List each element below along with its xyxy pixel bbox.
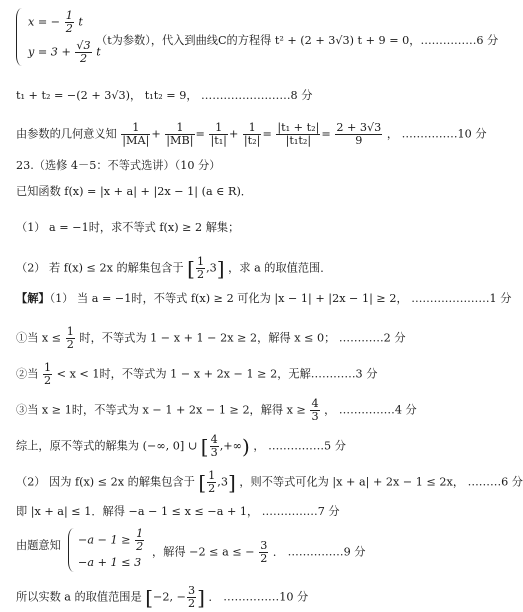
frac-num: 1 — [196, 255, 205, 268]
system-brace-1 — [16, 8, 25, 66]
fraction-half — [207, 470, 216, 495]
text: 由参数的几何意义知 — [16, 127, 117, 141]
param-eq-x-right: t — [78, 15, 83, 29]
solution-case-2 — [16, 362, 466, 387]
text: ， ……………5 分 — [253, 439, 346, 453]
text: （2） 若 f(x) ≤ 2x 的解集包含于 — [16, 261, 184, 275]
bracket: [ — [145, 585, 154, 610]
param-eq-x — [28, 10, 83, 35]
frac-num: 1 — [121, 122, 150, 135]
text: ． ……………9 分 — [272, 545, 366, 559]
bracket: [ — [187, 256, 195, 281]
system-brace-2 — [68, 528, 77, 572]
frac-den: |t₁| — [210, 133, 227, 147]
interval-upper: 3 — [209, 261, 217, 275]
line-vieta: t₁ + t₂ = −(2 + 3√3)， t₁t₂ = 9， ……………………8 分 — [16, 89, 313, 102]
solution-label: 【解】 — [16, 291, 50, 305]
bracket: ] — [216, 256, 225, 281]
frac-den: 2 — [43, 373, 52, 387]
frac-num: 1 — [136, 527, 144, 540]
problem-23-part2: （2） 若 f(x) ≤ 2x 的解集包含于 [ $\frac{1}{2}$ ,3] ，求 a 的取值范围． — [16, 255, 332, 281]
bracket: [ — [200, 434, 209, 459]
fraction-sum-over-product — [276, 122, 320, 147]
frac-den: |t₁t₂| — [285, 133, 312, 147]
fraction-4-3 — [310, 398, 319, 423]
fraction-half — [43, 362, 52, 387]
frac-num: 1 — [66, 325, 74, 338]
fraction-1-t1 — [209, 122, 228, 147]
param-eq-y — [28, 40, 101, 65]
text: 时，不等式为 1 − x + 1 − 2x ≥ 2，解得 x ≤ 0； …………2 分 — [79, 331, 406, 345]
fraction-sqrt3-half — [75, 40, 91, 65]
frac-den: 2 — [79, 51, 88, 65]
text: ， ……………4 分 — [324, 403, 417, 417]
text: 所以实数 a 的取值范围是 — [16, 590, 142, 604]
fraction-half — [196, 256, 205, 281]
frac-den: |MA| — [122, 133, 150, 147]
text: −a − 1 ≥ — [78, 533, 131, 547]
frac-num: |t₁ + t₂| — [277, 121, 320, 134]
fraction-half — [135, 528, 144, 553]
text: ②当 — [16, 367, 39, 381]
param-eq-x-left: x = − — [28, 15, 61, 29]
fraction-half — [66, 326, 75, 351]
frac-den: 3 — [311, 409, 319, 423]
interval-upper: 3 — [220, 475, 228, 489]
bracket: ) — [241, 434, 250, 459]
solution-summary: 综上，原不等式的解集为 (−∞, 0] ∪ [ $\frac{4}{3}$ ,+∞) ， ……………5 分 — [16, 433, 346, 459]
frac-den: 2 — [65, 21, 73, 35]
frac-num: 1 — [209, 122, 228, 135]
frac-num: √3 — [76, 39, 91, 52]
text: ③当 x ≥ 1时，不等式为 x − 1 + 2x − 1 ≥ 2，解得 x ≥ — [16, 403, 306, 417]
solution-final — [16, 585, 466, 610]
text: ，求 a 的取值范围． — [228, 261, 332, 275]
solution-system-result — [152, 540, 466, 565]
text: 综上，原不等式的解集为 (−∞, 0] ∪ — [16, 439, 198, 453]
text: ，解得 −2 ≤ a ≤ − — [152, 545, 255, 559]
frac-num: 2 + 3√3 — [336, 121, 382, 134]
text: < x < 1时，不等式为 1 − x + 2x − 1 ≥ 2，无解…………3 分 — [56, 367, 378, 381]
bracket: ] — [197, 585, 205, 610]
solution-case-3 — [16, 398, 466, 423]
frac-den: 2 — [208, 481, 216, 495]
fraction-1-mb — [165, 122, 194, 147]
problem-23-heading: 23.（选修 4－5：不等式选讲）（10 分） — [16, 159, 221, 172]
frac-den: 2 — [196, 267, 205, 281]
solution-part1-intro — [16, 291, 512, 305]
fraction-half — [65, 10, 74, 35]
bracket: ] — [227, 470, 236, 495]
frac-num: 4 — [210, 433, 218, 446]
frac-den: 9 — [355, 133, 363, 147]
frac-den: 2 — [260, 551, 268, 565]
interval-lower: −2, − — [153, 590, 187, 604]
frac-num: 1 — [208, 469, 216, 482]
line-substitute: （t为参数），代入到曲线C的方程得 t² + (2 + 3√3) t + 9 = 0，……………6 分 — [96, 34, 499, 47]
fraction-3-2 — [259, 540, 268, 565]
frac-num: 3 — [188, 584, 196, 597]
frac-num: 4 — [311, 397, 319, 410]
text: ， ……………10 分 — [386, 127, 487, 141]
line-geometric-meaning: 由参数的几何意义知 $\frac{1}{|MA|}$ + $\frac{1}{|MB|}$ = $\frac{1}{\text{|t₁|}}$ + $\frac{1}{\text{|t₂|}}$ = $\frac{\text{|t₁ + t₂|}}{\text{|t₁t₂|}}$ = $\frac{2 + 3√3}{9}$ ， ……………10 分 — [16, 121, 487, 147]
problem-23-part1: （1） a = −1时，求不等式 f(x) ≥ 2 解集； — [16, 221, 240, 234]
fraction-1-t2 — [243, 122, 262, 147]
frac-num: 1 — [43, 361, 52, 374]
frac-den: |t₂| — [243, 133, 261, 147]
fraction-4-3 — [210, 434, 219, 459]
frac-den: 2 — [66, 337, 74, 351]
bracket: [ — [198, 470, 207, 495]
frac-den: 2 — [136, 539, 144, 553]
param-eq-y-left: y = 3 + — [28, 45, 71, 59]
frac-den: 3 — [210, 445, 218, 459]
solution-abs-bound: 即 |x + a| ≤ 1．解得 −a − 1 ≤ x ≤ −a + 1， ……………7 分 — [16, 505, 340, 518]
text: ，则不等式可化为 |x + a| + 2x − 1 ≤ 2x， ………6 分 — [239, 475, 523, 489]
text: （1） 当 a = −1时，不等式 f(x) ≥ 2 可化为 |x − 1| + |2x − 1| ≥ 2， …………………1 分 — [49, 292, 512, 305]
system-ineq-1 — [78, 528, 145, 553]
frac-num: 1 — [165, 122, 194, 135]
text: ． ……………10 分 — [208, 590, 309, 604]
solution-system-label: 由题意知 — [16, 539, 61, 552]
frac-num: 1 — [243, 122, 262, 135]
infinity: +∞ — [223, 439, 242, 453]
frac-den: 2 — [188, 596, 196, 610]
frac-num: 1 — [65, 9, 73, 22]
system-ineq-2: −a + 1 ≤ 3 — [78, 556, 142, 569]
fraction-result — [335, 122, 382, 147]
frac-den: |MB| — [166, 133, 194, 147]
fraction-1-ma — [121, 122, 150, 147]
text: ①当 x ≤ — [16, 331, 62, 345]
problem-23-function: 已知函数 f(x) = |x + a| + |2x − 1| (a ∈ R)． — [16, 185, 252, 198]
solution-case-1 — [16, 326, 466, 351]
frac-num: 3 — [260, 539, 268, 552]
fraction-3-2 — [187, 585, 196, 610]
text: （2） 因为 f(x) ≤ 2x 的解集包含于 — [16, 475, 195, 489]
solution-part2-intro: （2） 因为 f(x) ≤ 2x 的解集包含于 [ $\frac{1}{2}$ ,3] ，则不等式可化为 |x + a| + 2x − 1 ≤ 2x， ………6 分 — [16, 469, 523, 495]
param-eq-y-right: t — [96, 45, 101, 59]
